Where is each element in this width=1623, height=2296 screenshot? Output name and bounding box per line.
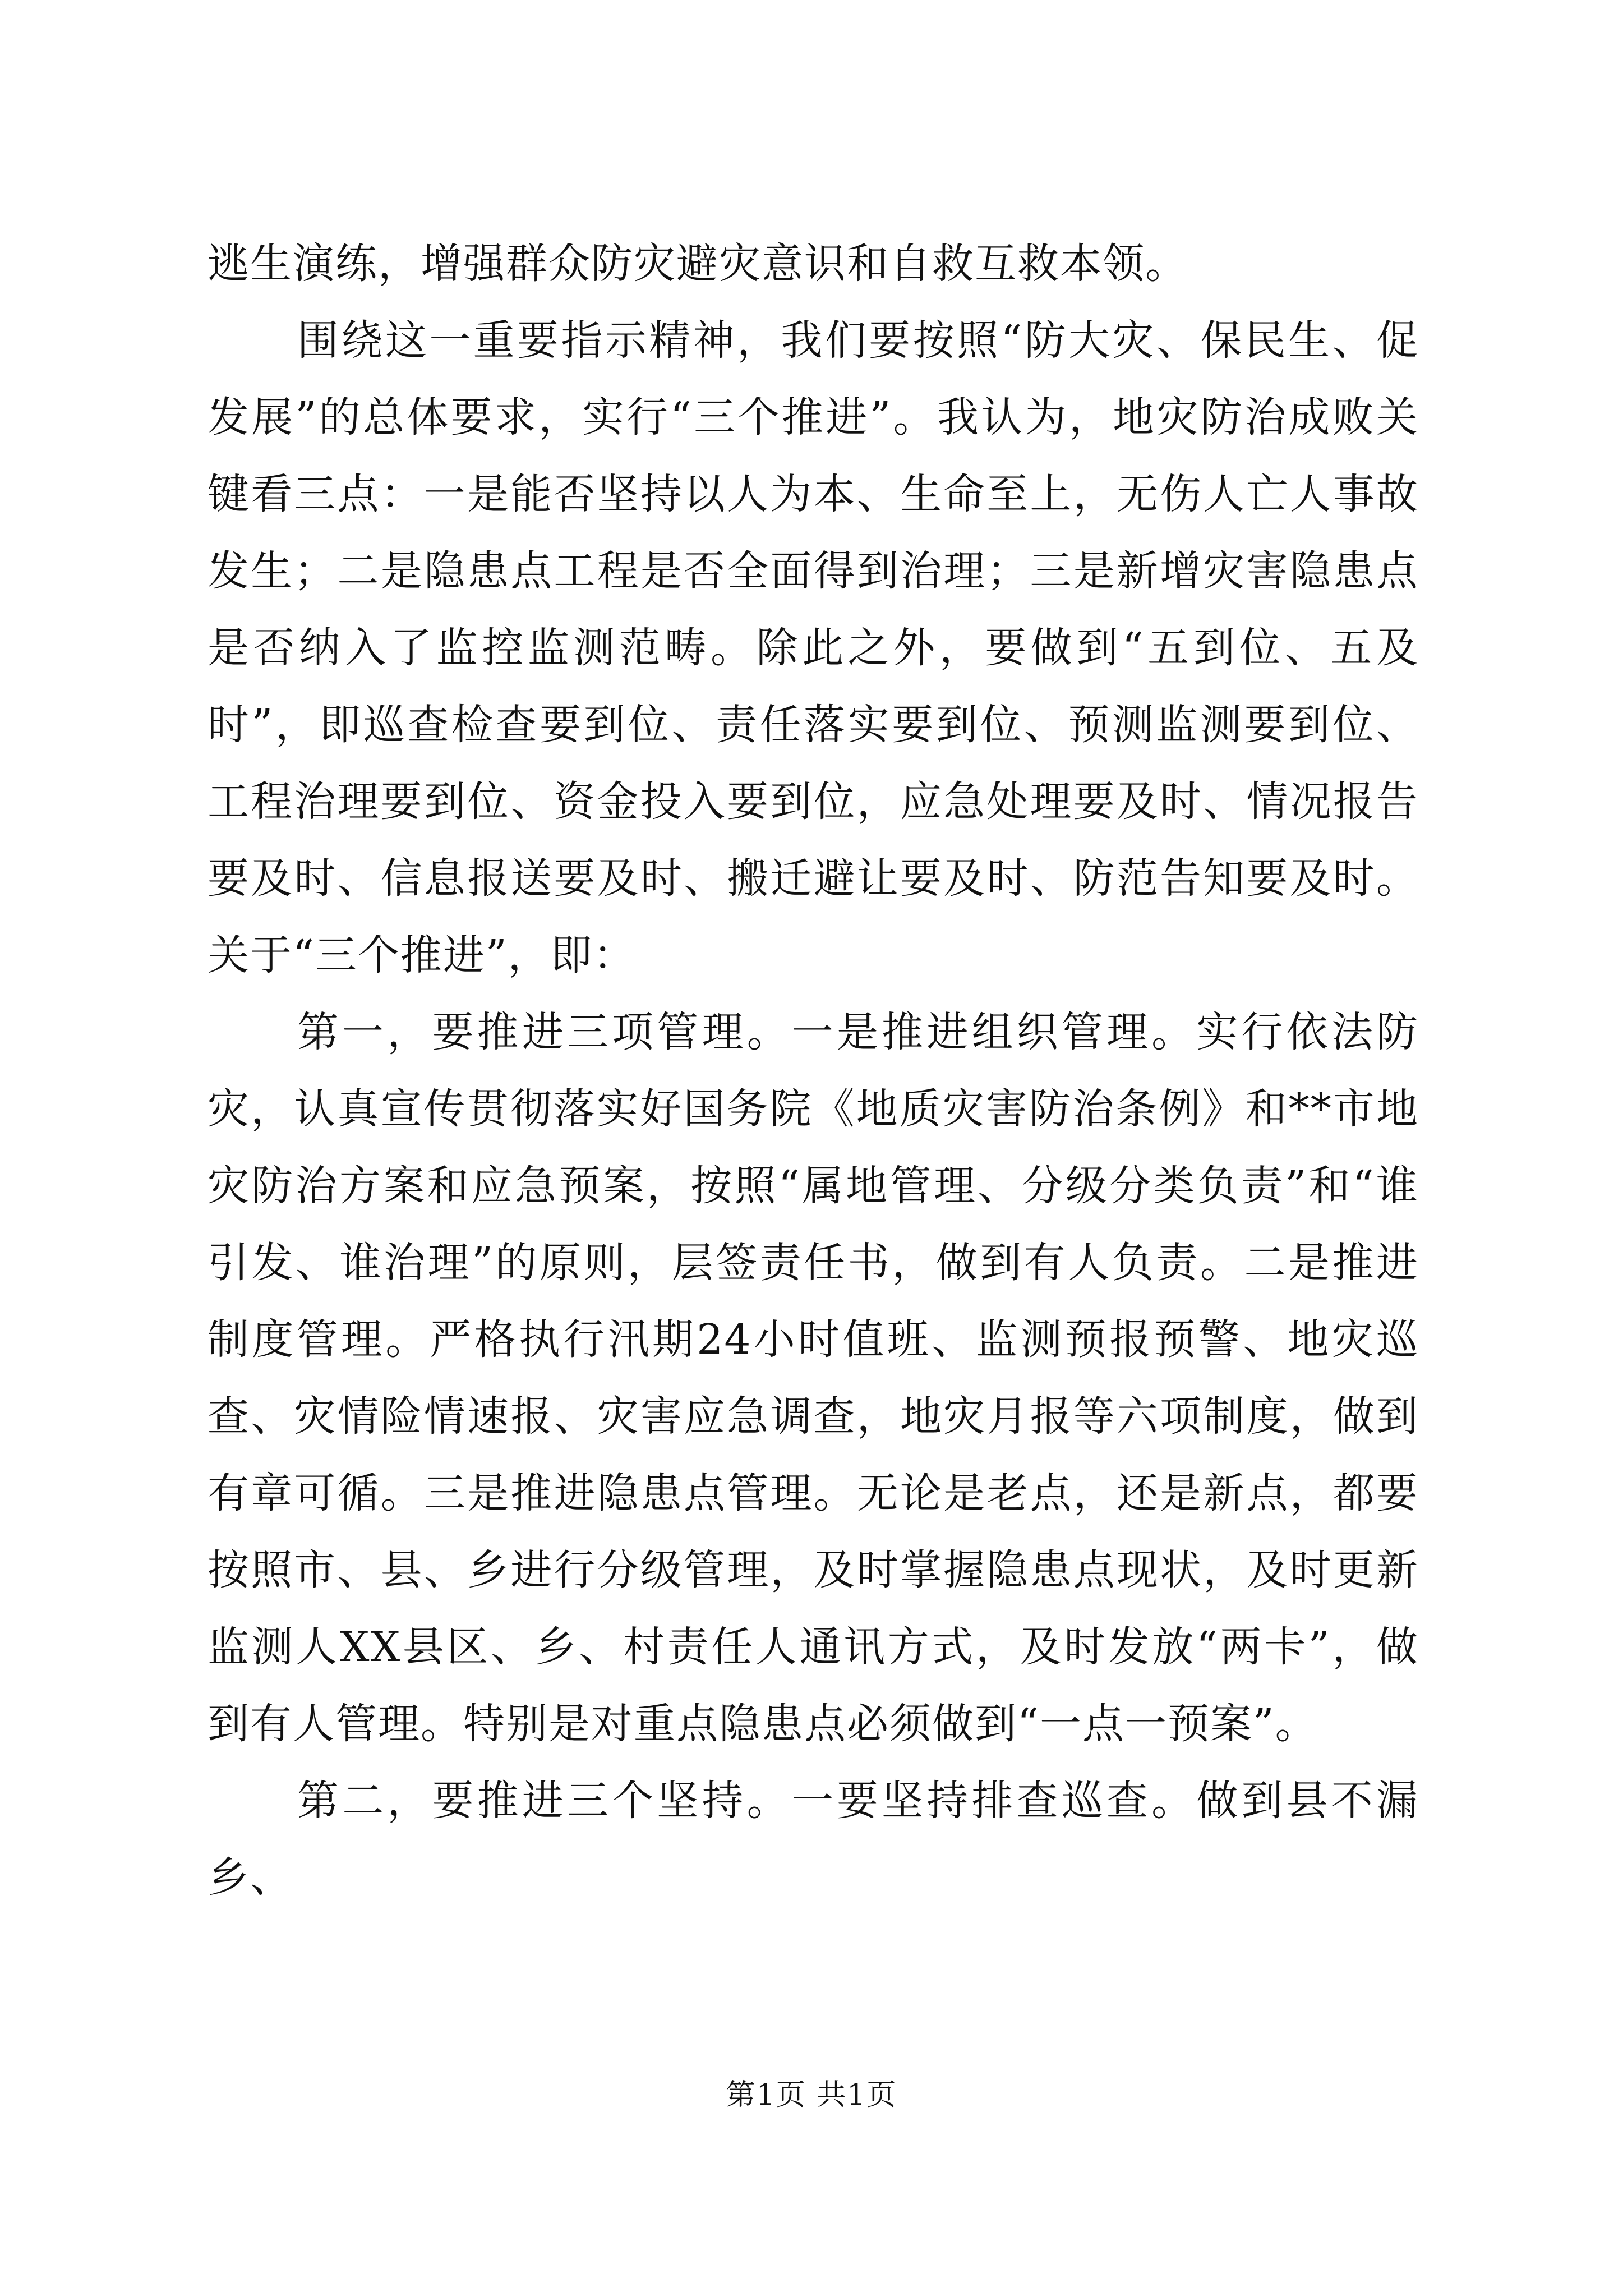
paragraph-4: 第二，要推进三个坚持。一要坚持排查巡查。做到县不漏乡、 xyxy=(208,1777,1419,1902)
paragraph-3: 第一，要推进三项管理。一是推进组织管理。实行依法防灾，认真宣传贯彻落实好国务院《地质灾害防治条例》和**市地灾防治方案和应急预案，按照“属地管理、分级分类负责”和“谁引发、谁治理”的原则，层签责任书，做到有人负责。二是推进制度管理。严格执行汛期24小时值班、监测预报预警、地灾巡查、灾情险情速报、灾害应急调查，地灾月报等六项制度，做到有章可循。三是推进隐患点管理。无论是老点，还是新点，都要按照市、县、乡进行分级管理，及时掌握隐患点现状，及时更新监测人XX县区、乡、村责任人通讯方式，及时发放“两卡”，做到有人管理。特别是对重点隐患点必须做到“一点一预案”。 xyxy=(208,1008,1419,1748)
page-number-footer: 第1页 共1页 xyxy=(726,2078,897,2112)
document-body xyxy=(208,226,1419,1916)
paragraph-2: 围绕这一重要指示精神，我们要按照“防大灾、保民生、促发展”的总体要求，实行“三个推进”。我认为，地灾防治成败关键看三点：一是能否坚持以人为本、生命至上，无伤人亡人事故发生；二是隐患点工程是否全面得到治理；三是新增灾害隐患点是否纳入了监控监测范畴。除此之外，要做到“五到位、五及时”，即巡查检查要到位、责任落实要到位、预测监测要到位、工程治理要到位、资金投入要到位，应急处理要及时、情况报告要及时、信息报送要及时、搬迁避让要及时、防范告知要及时。关于“三个推进”，即： xyxy=(208,316,1419,979)
paragraph-1: 逃生演练，增强群众防灾避灾意识和自救互救本领。 xyxy=(208,240,1188,288)
